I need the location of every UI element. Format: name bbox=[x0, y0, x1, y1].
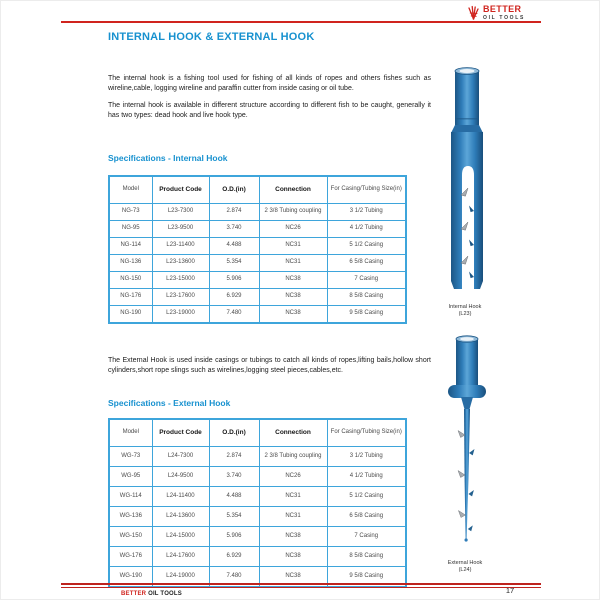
table-cell: WG-150 bbox=[109, 527, 152, 547]
table-cell: 7.480 bbox=[209, 306, 259, 324]
table-cell: L24-19000 bbox=[152, 567, 209, 588]
table-cell: NG-150 bbox=[109, 272, 152, 289]
table-cell: NG-95 bbox=[109, 221, 152, 238]
table-cell: 5.354 bbox=[209, 255, 259, 272]
table-row bbox=[109, 547, 406, 567]
caption-title: Internal Hook bbox=[448, 304, 482, 310]
caption-title: External Hook bbox=[447, 560, 483, 566]
table-cell: NC31 bbox=[259, 507, 327, 527]
table-row bbox=[109, 527, 406, 547]
table-cell: 3.740 bbox=[209, 467, 259, 487]
table-cell: 3.740 bbox=[209, 221, 259, 238]
table-header-cell: Product Code bbox=[152, 419, 209, 447]
table-cell: NC38 bbox=[259, 272, 327, 289]
table-cell: 8 5/8 Casing bbox=[327, 289, 406, 306]
table-cell: NG-114 bbox=[109, 238, 152, 255]
table-cell: 2 3/8 Tubing coupling bbox=[259, 447, 327, 467]
table-cell: L23-15000 bbox=[152, 272, 209, 289]
table-cell: L24-15000 bbox=[152, 527, 209, 547]
table-header-cell: Model bbox=[109, 419, 152, 447]
brand-text bbox=[483, 5, 525, 21]
brand-name: BETTER bbox=[483, 4, 522, 14]
table-cell: WG-176 bbox=[109, 547, 152, 567]
table-cell: NC31 bbox=[259, 255, 327, 272]
image-caption bbox=[421, 560, 509, 573]
table-header-cell: O.D.(in) bbox=[209, 419, 259, 447]
image-caption bbox=[421, 304, 509, 317]
table-cell: L24-7300 bbox=[152, 447, 209, 467]
caption-code: (L24) bbox=[458, 566, 472, 573]
table-cell: 5.354 bbox=[209, 507, 259, 527]
table-cell: 4 1/2 Tubing bbox=[327, 221, 406, 238]
table-header-row bbox=[109, 419, 406, 447]
table-cell: 5 1/2 Casing bbox=[327, 238, 406, 255]
table-cell: 4.488 bbox=[209, 487, 259, 507]
external-hook-heading: Specifications - External Hook bbox=[108, 398, 231, 408]
table-cell: NC26 bbox=[259, 467, 327, 487]
table-cell: WG-95 bbox=[109, 467, 152, 487]
footer-brand bbox=[121, 591, 182, 597]
table-cell: NC38 bbox=[259, 289, 327, 306]
table-cell: 2.874 bbox=[209, 204, 259, 221]
table-cell: L23-7300 bbox=[152, 204, 209, 221]
brand-logo bbox=[467, 5, 525, 21]
table-row bbox=[109, 238, 406, 255]
page-title: INTERNAL HOOK & EXTERNAL HOOK bbox=[108, 31, 315, 43]
derrick-icon bbox=[467, 5, 480, 20]
table-cell: 6 5/8 Casing bbox=[327, 255, 406, 272]
table-cell: 4.488 bbox=[209, 238, 259, 255]
table-row bbox=[109, 447, 406, 467]
table-row bbox=[109, 306, 406, 324]
table-cell: 2.874 bbox=[209, 447, 259, 467]
table-cell: L23-13600 bbox=[152, 255, 209, 272]
internal-hook-spec-table bbox=[108, 175, 407, 324]
table-cell: 2 3/8 Tubing coupling bbox=[259, 204, 327, 221]
table-cell: 7 Casing bbox=[327, 272, 406, 289]
external-hook-image bbox=[421, 331, 509, 553]
table-cell: NG-136 bbox=[109, 255, 152, 272]
intro-paragraph-2: The internal hook is available in different structure according to different fish to be caught, generally it has two types: dead hook and live hook type. bbox=[108, 102, 431, 119]
table-cell: 4 1/2 Tubing bbox=[327, 467, 406, 487]
table-cell: L23-9500 bbox=[152, 221, 209, 238]
table-header-cell: For Casing/Tubing Size(in) bbox=[327, 176, 406, 204]
table-cell: L24-13600 bbox=[152, 507, 209, 527]
table-cell: WG-136 bbox=[109, 507, 152, 527]
table-cell: NC38 bbox=[259, 567, 327, 588]
table-cell: 9 5/8 Casing bbox=[327, 306, 406, 324]
table-cell: 5.906 bbox=[209, 272, 259, 289]
table-cell: 6 5/8 Casing bbox=[327, 507, 406, 527]
table-cell: WG-73 bbox=[109, 447, 152, 467]
footer-rule bbox=[61, 583, 541, 588]
page-number: 17 bbox=[505, 586, 515, 595]
table-header-cell: O.D.(in) bbox=[209, 176, 259, 204]
table-row bbox=[109, 507, 406, 527]
footer-brand-subtitle: OIL TOOLS bbox=[148, 591, 182, 597]
external-hook-spec-table bbox=[108, 418, 407, 588]
table-cell: 8 5/8 Casing bbox=[327, 547, 406, 567]
table-row bbox=[109, 221, 406, 238]
table-header-cell: For Casing/Tubing Size(in) bbox=[327, 419, 406, 447]
internal-hook-image bbox=[421, 63, 509, 297]
caption-code: (L23) bbox=[458, 310, 472, 317]
table-cell: 3 1/2 Tubing bbox=[327, 204, 406, 221]
table-cell: L24-9500 bbox=[152, 467, 209, 487]
table-cell: NC38 bbox=[259, 527, 327, 547]
external-hook-figure bbox=[421, 331, 509, 573]
external-hook-paragraph: The External Hook is used inside casings or tubings to catch all kinds of ropes,lifting bails,hollow short cylinders,short rope slings such as wirelines,logging steel pieces,cables,etc. bbox=[108, 357, 431, 374]
table-row bbox=[109, 487, 406, 507]
table-cell: 6.929 bbox=[209, 547, 259, 567]
table-header-cell: Model bbox=[109, 176, 152, 204]
table-cell: L23-17600 bbox=[152, 289, 209, 306]
table-cell: 3 1/2 Tubing bbox=[327, 447, 406, 467]
internal-hook-heading: Specifications - Internal Hook bbox=[108, 153, 228, 163]
table-cell: NG-190 bbox=[109, 306, 152, 324]
table-cell: NC31 bbox=[259, 238, 327, 255]
table-header-row bbox=[109, 176, 406, 204]
table-cell: L23-11400 bbox=[152, 238, 209, 255]
table-cell: WG-114 bbox=[109, 487, 152, 507]
table-row bbox=[109, 255, 406, 272]
table-cell: NC38 bbox=[259, 547, 327, 567]
intro-paragraph-1: The internal hook is a fishing tool used for fishing of all kinds of ropes and others fishes such as wireline,cable, logging wireline and paraffin cutter from inside casing or oil tube. bbox=[108, 75, 431, 92]
table-row bbox=[109, 289, 406, 306]
table-row bbox=[109, 204, 406, 221]
internal-hook-figure bbox=[421, 63, 509, 317]
brand-subtitle: OIL TOOLS bbox=[483, 15, 526, 21]
table-header-cell: Product Code bbox=[152, 176, 209, 204]
table-cell: 9 5/8 Casing bbox=[327, 567, 406, 588]
table-cell: 5 1/2 Casing bbox=[327, 487, 406, 507]
table-cell: NG-73 bbox=[109, 204, 152, 221]
table-cell: L24-11400 bbox=[152, 487, 209, 507]
table-header-cell: Connection bbox=[259, 176, 327, 204]
table-cell: NC31 bbox=[259, 487, 327, 507]
table-cell: 7.480 bbox=[209, 567, 259, 588]
table-cell: WG-190 bbox=[109, 567, 152, 588]
table-cell: NG-176 bbox=[109, 289, 152, 306]
table-row bbox=[109, 467, 406, 487]
table-cell: L24-17600 bbox=[152, 547, 209, 567]
table-cell: 6.929 bbox=[209, 289, 259, 306]
table-cell: L23-19000 bbox=[152, 306, 209, 324]
footer-brand-name: BETTER bbox=[121, 591, 147, 597]
table-cell: NC26 bbox=[259, 221, 327, 238]
table-row bbox=[109, 272, 406, 289]
header-rule bbox=[61, 21, 541, 23]
table-cell: 5.906 bbox=[209, 527, 259, 547]
table-header-cell: Connection bbox=[259, 419, 327, 447]
table-cell: 7 Casing bbox=[327, 527, 406, 547]
table-cell: NC38 bbox=[259, 306, 327, 324]
